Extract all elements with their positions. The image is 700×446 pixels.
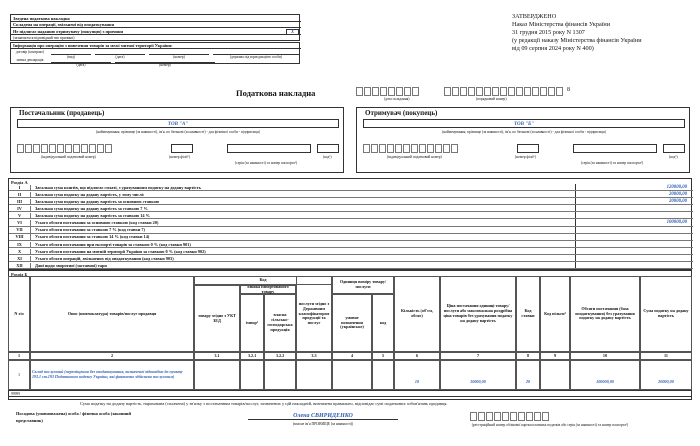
item-row-unit-code xyxy=(372,360,394,390)
item-row-service xyxy=(296,360,332,390)
consolidated-invoice-label: Зведена податкова накладна xyxy=(13,15,70,21)
section-a-row-code: I xyxy=(9,185,31,191)
section-a-row-code: VII xyxy=(9,227,31,233)
supplier-ipn-caption: (індивідуальний податковий номер) xyxy=(41,155,96,159)
signer-name-caption: (власне ім'я ПРІЗВИЩЕ (за наявності)) xyxy=(292,422,354,426)
supplier-ipn-digit-box[interactable] xyxy=(89,144,96,153)
tare-row-code: 99999 xyxy=(11,392,20,396)
not-issued-label: Не підлягає наданню отримувачу (покупцю) з причини xyxy=(13,28,124,34)
section-a-row-value[interactable]: 20000,00 xyxy=(669,191,687,197)
date-digit-box[interactable] xyxy=(372,87,379,96)
supplier-name-caption: (найменування; прізвище (за наявності), ім'я, по батькові (за наявності) - для фізичної особи - підприємця) xyxy=(96,130,260,134)
section-a-row-text: Загальна сума податку на додану вартість за ставкою 14 % xyxy=(35,213,150,219)
supplier-ipn-digit-box[interactable] xyxy=(49,144,56,153)
section-a-row xyxy=(9,255,693,262)
approved-line-1: Наказ Міністерства фінансів України xyxy=(512,21,611,28)
column-number-cell: 10 xyxy=(570,352,640,360)
contract-number-caption: (номер) xyxy=(149,54,209,59)
supplier-ipn-digit-box[interactable] xyxy=(81,144,88,153)
column-number-cell: 2 xyxy=(30,352,194,360)
date-digit-box[interactable] xyxy=(412,87,419,96)
col-header-service: послуги згідно з Державним класифікатором продукції та послуг xyxy=(296,276,332,352)
supplier-passport-box[interactable] xyxy=(227,144,311,153)
approved-line-3: (у редакції наказу Міністерства фінансів України xyxy=(512,37,642,44)
number-digit-box[interactable] xyxy=(508,87,515,96)
number-digit-box[interactable] xyxy=(476,87,483,96)
approved-line-4: від 09 серпня 2024 року N 400) xyxy=(512,45,594,52)
item-row-agri xyxy=(264,360,296,390)
column-numbers-row xyxy=(0,352,700,360)
col-header-rate: Код ставки xyxy=(516,276,540,352)
number-digit-box[interactable] xyxy=(460,87,467,96)
signer-ipn-caption: (реєстраційний номер облікової картки платника податків або серія (за наявності) та номер паспорта²) xyxy=(471,423,629,427)
signer-ipn-digit-box[interactable] xyxy=(518,412,525,421)
section-a-row-text: Дані щодо зворотної (заставної) тари xyxy=(35,262,107,268)
section-a-row-text: Усього обсяги операцій, звільнених від оподаткування (код ставки 903) xyxy=(35,255,174,261)
date-digit-box[interactable] xyxy=(364,87,371,96)
export-info-header: Інформація про операцію з вивезення товарів за межі митної території України: xyxy=(13,43,173,49)
column-number-cell: 8 xyxy=(516,352,540,360)
number-digit-box[interactable] xyxy=(468,87,475,96)
col-header-unit-group: Одиниця виміру товару/послуги xyxy=(332,276,394,294)
contract-label: договір (контракт) xyxy=(15,50,45,54)
exempt-operations-label: Складена на операції, звільнені від оподаткування xyxy=(13,22,114,28)
column-number-cell: 11 xyxy=(640,352,692,360)
supplier-ipn-digit-box[interactable] xyxy=(65,144,72,153)
approved-title: ЗАТВЕРДЖЕНО xyxy=(512,13,557,20)
column-number-cell: 9 xyxy=(540,352,570,360)
section-a-row-text: Усього обсяги постачання на митній території України за ставкою 0 % (код ставки 902) xyxy=(35,248,206,254)
buyer-ipn-caption: (індивідуальний податковий номер) xyxy=(387,155,442,159)
buyer-ipn-digit-box[interactable] xyxy=(435,144,442,153)
col-header-num: N з/п xyxy=(8,276,30,352)
col-header-volume: Обсяги постачання (база оподаткування) без урахування податку на додану вартість xyxy=(570,276,640,352)
contract-date-caption: (дата) xyxy=(95,54,145,59)
section-a-row-value[interactable]: 120000,00 xyxy=(666,184,687,190)
signer-ipn-digit-box[interactable] xyxy=(502,412,509,421)
column-number-cell: 5 xyxy=(372,352,394,360)
section-a-row xyxy=(9,212,693,219)
declaration-number-caption: (номер) xyxy=(115,62,215,67)
signer-ipn-boxes[interactable] xyxy=(470,412,550,423)
signer-ipn-digit-box[interactable] xyxy=(542,412,549,421)
signer-label: Посадова (уповноважена) особа / фізична особа (законний представник) xyxy=(16,411,131,423)
supplier-ipn-digit-box[interactable] xyxy=(57,144,64,153)
col-header-import: імпор¹ xyxy=(240,294,264,352)
item-row-volume[interactable]: 100000,00 xyxy=(570,360,640,390)
signer-name[interactable]: Олена СВИРИДЕНКО xyxy=(248,413,398,420)
footer-note: Сума податку на додану вартість, нарахована (сплачена) у зв'язку з постачанням товарів/послуг, зазначених у цій накладній, визначена правильно, відповідає сумі податкових зобов'язань продавця. xyxy=(80,401,448,406)
col-header-vat: Сума податку на додану вартість xyxy=(640,276,692,352)
buyer-ipn-digit-box[interactable] xyxy=(387,144,394,153)
section-a-row-text: Загальна сума коштів, що підлягає сплаті, з урахуванням податку на додану вартість xyxy=(35,184,201,190)
invoice-type-box xyxy=(10,14,300,41)
buyer-branch-caption: (номер філії¹) xyxy=(515,155,536,159)
buyer-ipn-digit-box[interactable] xyxy=(379,144,386,153)
section-a-row-value[interactable]: 20000,00 xyxy=(669,198,687,204)
section-a-row-value[interactable]: 100000,00 xyxy=(666,220,687,225)
buyer-ipn-digit-box[interactable] xyxy=(419,144,426,153)
supplier-code-caption: (код²) xyxy=(323,155,332,159)
column-number-cell: 1 xyxy=(8,352,30,360)
date-digit-box[interactable] xyxy=(388,87,395,96)
number-boxes[interactable] xyxy=(444,87,570,98)
supplier-ipn-digit-box[interactable] xyxy=(73,144,80,153)
col-header-price: Ціна постачання одиниці товару/послуги або максимальна роздрібна ціна товарів без урахування податку на додану вартість xyxy=(440,276,516,352)
item-row-qty[interactable]: 10 xyxy=(394,360,440,390)
section-a-row-text: Усього обсяги постачання за ставкою 7 % (код ставки 7) xyxy=(35,227,145,233)
section-a-row xyxy=(9,248,693,255)
supplier-ipn-digit-box[interactable] xyxy=(33,144,40,153)
supplier-branch-box[interactable] xyxy=(171,144,193,153)
supplier-block xyxy=(10,107,344,173)
buyer-passport-box[interactable] xyxy=(573,144,657,153)
supplier-ipn-digit-box[interactable] xyxy=(25,144,32,153)
col-header-desc: Опис (номенклатура) товарів/послуг продавця xyxy=(30,276,194,352)
buyer-ipn-digit-box[interactable] xyxy=(443,144,450,153)
reason-type-box[interactable]: X xyxy=(286,29,299,35)
signer-ipn-digit-box[interactable] xyxy=(478,412,485,421)
supplier-branch-caption: (номер філії¹) xyxy=(169,155,190,159)
buyer-ipn-digit-box[interactable] xyxy=(371,144,378,153)
buyer-heading: Отримувач (покупець) xyxy=(365,109,438,117)
column-number-cell: 3.3 xyxy=(296,352,332,360)
section-a-row xyxy=(9,241,693,248)
section-a-row-text: Усього обсяги постачання при експорті товарів за ставкою 0 % (код ставки 901) xyxy=(35,241,191,247)
col-header-unit-name: умовне позначення (українське) xyxy=(332,294,372,352)
section-a-row xyxy=(9,262,693,269)
section-a-row-code: X xyxy=(9,249,31,255)
signer-ipn-digit-box[interactable] xyxy=(534,412,541,421)
number-digit-box[interactable] xyxy=(556,87,563,96)
supplier-passport-caption: (серія (за наявності) та номер паспорта²) xyxy=(234,161,298,165)
column-number-cell: 3.1 xyxy=(194,352,240,360)
buyer-ipn-digit-box[interactable] xyxy=(451,144,458,153)
document-title: Податкова накладна xyxy=(236,88,316,98)
section-a-row xyxy=(9,205,693,212)
number-digit-box[interactable] xyxy=(452,87,459,96)
date-digit-box[interactable] xyxy=(396,87,403,96)
section-a-row-text: Усього обсяги постачання за основною ставкою (код ставки 20) xyxy=(35,220,159,226)
signer-ipn-digit-box[interactable] xyxy=(526,412,533,421)
section-a-row-code: VIII xyxy=(9,234,31,240)
buyer-ipn-digit-box[interactable] xyxy=(363,144,370,153)
buyer-ipn-digit-box[interactable] xyxy=(395,144,402,153)
buyer-name-caption: (найменування; прізвище (за наявності), ім'я, по батькові (за наявності) - для фізичної особи - підприємця) xyxy=(442,130,606,134)
col-header-import-group: ознака імпортованого товару xyxy=(240,285,296,294)
section-b-label: Розділ Б xyxy=(11,271,28,277)
col-header-unit-code: код xyxy=(372,294,394,352)
section-a-row-code: IX xyxy=(9,242,31,248)
date-caption: (дата складання) xyxy=(384,97,410,101)
item-row-unit-name xyxy=(332,360,372,390)
section-a-row-code: V xyxy=(9,213,31,219)
col-header-code-group: Код xyxy=(194,276,332,285)
buyer-ipn-boxes[interactable] xyxy=(363,144,459,155)
date-digit-box[interactable] xyxy=(356,87,363,96)
column-number-cell: 3.2.1 xyxy=(240,352,264,360)
section-a xyxy=(8,178,692,270)
contract-jurisdiction-caption: (держава під юрисдикцією особи) xyxy=(213,54,299,59)
date-digit-box[interactable] xyxy=(404,87,411,96)
section-a-row-text: Загальна сума податку на додану вартість, у тому числі: xyxy=(35,191,145,197)
supplier-code-box[interactable] xyxy=(317,144,339,153)
approved-line-2: 31 грудня 2015 року N 1307 xyxy=(512,29,585,36)
buyer-name-field[interactable]: ТОВ "Б" xyxy=(363,119,685,128)
section-a-label: Розділ А xyxy=(11,179,28,185)
signer-ipn-digit-box[interactable] xyxy=(494,412,501,421)
section-a-row-text: Загальна сума податку на додану вартість за ставкою 7 % xyxy=(35,206,148,212)
export-info-box xyxy=(10,42,300,67)
supplier-ipn-digit-box[interactable] xyxy=(17,144,24,153)
signer-ipn-digit-box[interactable] xyxy=(470,412,477,421)
number-digit-box[interactable] xyxy=(532,87,539,96)
declaration-date-caption: (дата) xyxy=(51,62,111,67)
buyer-code-box[interactable] xyxy=(663,144,685,153)
number-digit-box[interactable] xyxy=(540,87,547,96)
buyer-passport-caption: (серія (за наявності) та номер паспорта²) xyxy=(580,161,644,165)
section-a-row xyxy=(9,234,693,241)
item-row-rate[interactable]: 20 xyxy=(516,360,540,390)
buyer-ipn-digit-box[interactable] xyxy=(427,144,434,153)
col-header-uktzed: товару згідно з УКТ ЗЕД xyxy=(194,285,240,352)
section-a-row xyxy=(9,220,693,227)
item-row-price[interactable]: 10000,00 xyxy=(440,360,516,390)
item-row-desc[interactable]: Склад послуговий (переміщення без оподаткування, визначеної відповідно до пункту 193.1 ст.193 Податкового кодексу України, які фактично здійснено послуговим) xyxy=(30,360,194,390)
signer-ipn-digit-box[interactable] xyxy=(510,412,517,421)
number-digit-box[interactable] xyxy=(548,87,555,96)
supplier-heading: Постачальник (продавець) xyxy=(19,109,105,117)
section-a-row-text: Усього обсяги постачання за ставкою 14 % (код ставки 14) xyxy=(35,234,150,240)
contract-kind-caption: (вид) xyxy=(51,54,91,59)
col-header-benefit: Код пільги³ xyxy=(540,276,570,352)
customs-declaration-label: митна декларація xyxy=(16,58,44,62)
number-digit-box[interactable] xyxy=(500,87,507,96)
signer-ipn-digit-box[interactable] xyxy=(486,412,493,421)
section-a-row-text: Загальна сума податку на додану вартість за основною ставкою xyxy=(35,198,160,204)
buyer-ipn-digit-box[interactable] xyxy=(411,144,418,153)
item-row-benefit xyxy=(540,360,570,390)
section-a-row xyxy=(9,184,693,191)
column-number-cell: 4 xyxy=(332,352,372,360)
supplier-ipn-digit-box[interactable] xyxy=(97,144,104,153)
section-a-row xyxy=(9,227,693,234)
section-a-row-code: IV xyxy=(9,206,31,212)
section-a-row-code: II xyxy=(9,192,31,198)
number-suffix: 8 xyxy=(567,87,570,93)
section-a-row-code: III xyxy=(9,199,31,205)
supplier-name-field[interactable]: ТОВ "А" xyxy=(17,119,339,128)
supplier-ipn-digit-box[interactable] xyxy=(105,144,112,153)
section-a-row-code: XII xyxy=(9,263,31,269)
section-a-row-code: VI xyxy=(9,220,31,226)
col-header-qty: Кількість (об'єм, обсяг) xyxy=(394,276,440,352)
number-caption: (порядковий номер) xyxy=(476,97,507,101)
buyer-block xyxy=(356,107,690,173)
section-a-row xyxy=(9,191,693,198)
supplier-ipn-digit-box[interactable] xyxy=(41,144,48,153)
buyer-code-caption: (код²) xyxy=(669,155,678,159)
item-row-import xyxy=(240,360,264,390)
supplier-ipn-boxes[interactable] xyxy=(17,144,113,155)
item-row-num: 1 xyxy=(8,360,30,390)
number-digit-box[interactable] xyxy=(524,87,531,96)
approval-stamp xyxy=(512,13,692,53)
column-number-cell: 3.2.2 xyxy=(264,352,296,360)
column-number-cell: 7 xyxy=(440,352,516,360)
buyer-ipn-digit-box[interactable] xyxy=(403,144,410,153)
date-digit-box[interactable] xyxy=(380,87,387,96)
item-row-uktzed xyxy=(194,360,240,390)
item-row-vat[interactable]: 20000,00 xyxy=(640,360,692,390)
column-number-cell: 6 xyxy=(394,352,440,360)
buyer-branch-box[interactable] xyxy=(517,144,539,153)
reason-type-hint: (зазначається відповідний тип причини) xyxy=(13,36,75,40)
number-digit-box[interactable] xyxy=(492,87,499,96)
section-a-row-code: XI xyxy=(9,256,31,262)
number-digit-box[interactable] xyxy=(484,87,491,96)
tare-row xyxy=(8,390,692,397)
number-digit-box[interactable] xyxy=(444,87,451,96)
section-a-row xyxy=(9,198,693,205)
col-header-agri: власна сільсько-господарська продукція xyxy=(264,294,296,352)
number-digit-box[interactable] xyxy=(516,87,523,96)
